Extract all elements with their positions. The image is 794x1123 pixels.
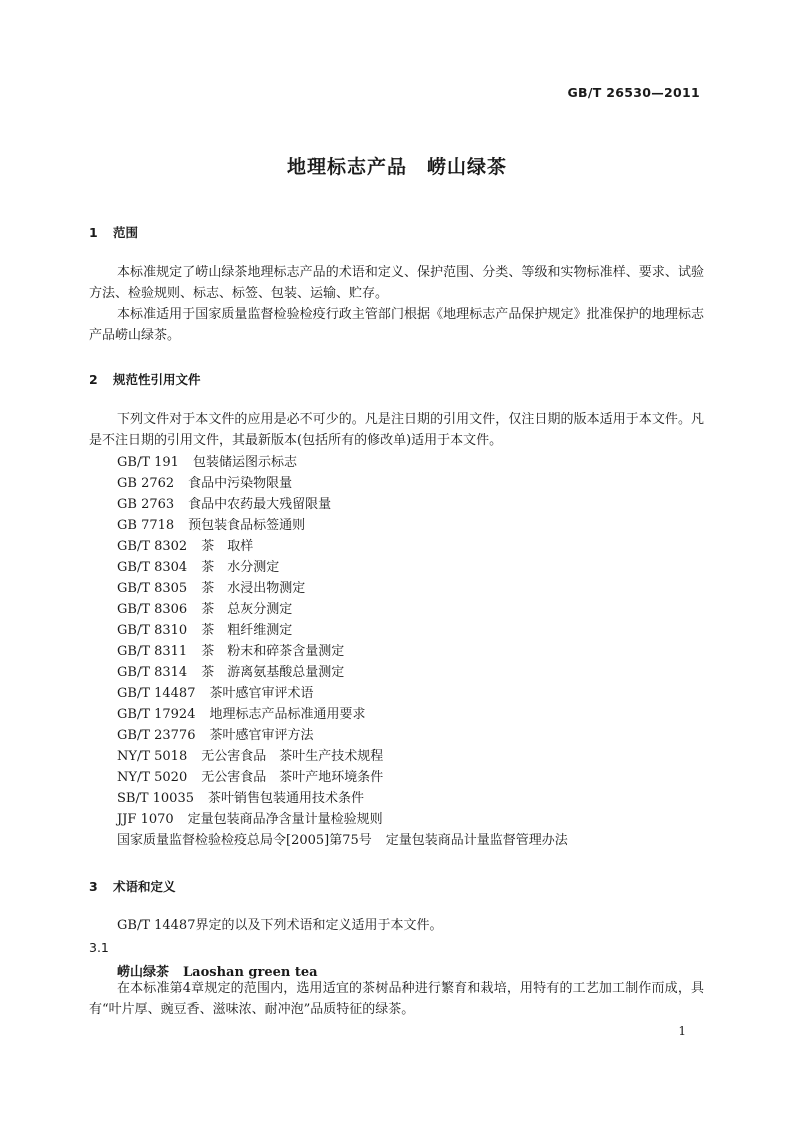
list-item [117,704,568,725]
reference-title: 无公害食品 茶叶产地环境条件 [201,770,384,785]
reference-title: 茶 游离氨基酸总量测定 [201,665,345,680]
normative-references-list [117,452,568,851]
list-item [117,683,568,704]
section-number: 2 [89,372,98,387]
section-number: 1 [89,225,98,240]
list-item [117,452,568,473]
reference-title: 食品中农药最大残留限量 [188,497,332,512]
reference-code: GB/T 8305 [117,581,188,596]
reference-code: 国家质量监督检验检疫总局令[2005]第75号 [117,833,372,848]
reference-code: NY/T 5020 [117,770,188,785]
section-3-heading [89,877,176,895]
reference-title: 食品中污染物限量 [188,476,293,491]
reference-title: 无公害食品 茶叶生产技术规程 [201,749,384,764]
term-definition: 在本标准第4章规定的范围内，选用适宜的茶树品种进行繁育和栽培，用特有的工艺加工制作而成，具有“叶片厚、豌豆香、滋味浓、耐冲泡”品质特征的绿茶。 [89,981,704,1017]
reference-title: 茶叶感官审评方法 [209,728,314,743]
reference-code: NY/T 5018 [117,749,188,764]
section-number: 3 [89,879,98,894]
list-item [117,830,568,851]
list-item [117,599,568,620]
reference-code: GB/T 17924 [117,707,196,722]
section-title: 术语和定义 [113,879,176,894]
reference-code: GB/T 8306 [117,602,188,617]
reference-code: GB/T 23776 [117,728,196,743]
reference-title: 茶 总灰分测定 [201,602,293,617]
document-title: 地理标志产品 崂山绿茶 [286,156,507,178]
scope-paragraph-2: 本标准适用于国家质量监督检验检疫行政主管部门根据《地理标志产品保护规定》批准保护的地理标志产品崂山绿茶。 [89,307,704,343]
list-item [117,746,568,767]
list-item [117,767,568,788]
reference-code: GB 2762 [117,476,175,491]
reference-code: JJF 1070 [117,812,174,827]
reference-code: GB 7718 [117,518,175,533]
reference-title: 包装储运图示标志 [192,455,297,470]
section-title: 范围 [113,225,139,240]
list-item [117,662,568,683]
reference-title: 茶叶销售包装通用技术条件 [208,791,365,806]
reference-title: 茶 水分测定 [201,560,280,575]
reference-title: 茶 粗纤维测定 [201,623,293,638]
section-2-heading [89,370,201,388]
page-number: 1 [678,1024,686,1038]
reference-code: GB/T 8310 [117,623,188,638]
list-item [117,809,568,830]
list-item [117,515,568,536]
reference-title: 茶 粉末和碎茶含量测定 [201,644,345,659]
list-item [117,620,568,641]
reference-code: GB/T 191 [117,455,179,470]
terms-intro-paragraph: GB/T 14487界定的以及下列术语和定义适用于本文件。 [117,918,443,933]
reference-title: 定量包装商品净含量计量检验规则 [187,812,383,827]
reference-code: GB/T 8311 [117,644,188,659]
section-title: 规范性引用文件 [113,372,201,387]
references-intro-paragraph: 下列文件对于本文件的应用是必不可少的。凡是注日期的引用文件，仅注日期的版本适用于本文件。凡是不注日期的引用文件，其最新版本(包括所有的修改单)适用于本文件。 [89,412,704,448]
reference-code: GB/T 8304 [117,560,188,575]
reference-code: SB/T 10035 [117,791,194,806]
reference-title: 茶叶感官审评术语 [209,686,314,701]
reference-title: 地理标志产品标准通用要求 [209,707,366,722]
reference-title: 茶 取样 [201,539,254,554]
reference-code: GB/T 8302 [117,539,188,554]
reference-title: 茶 水浸出物测定 [201,581,306,596]
reference-code: GB/T 8314 [117,665,188,680]
reference-code: GB/T 14487 [117,686,196,701]
reference-title: 定量包装商品计量监督管理办法 [385,833,568,848]
list-item [117,557,568,578]
term-name-chinese: 崂山绿茶 [117,965,170,980]
reference-code: GB 2763 [117,497,175,512]
list-item [117,725,568,746]
standard-code: GB/T 26530—2011 [567,85,700,100]
section-1-heading [89,223,138,241]
scope-paragraph-1: 本标准规定了崂山绿茶地理标志产品的术语和定义、保护范围、分类、等级和实物标准样、要求、试验方法、检验规则、标志、标签、包装、运输、贮存。 [89,265,704,301]
list-item [117,494,568,515]
list-item [117,473,568,494]
list-item [117,578,568,599]
list-item [117,536,568,557]
list-item [117,641,568,662]
reference-title: 预包装食品标签通则 [188,518,306,533]
term-number: 3.1 [89,940,109,955]
list-item [117,788,568,809]
term-name-english: Laoshan green tea [183,965,318,980]
